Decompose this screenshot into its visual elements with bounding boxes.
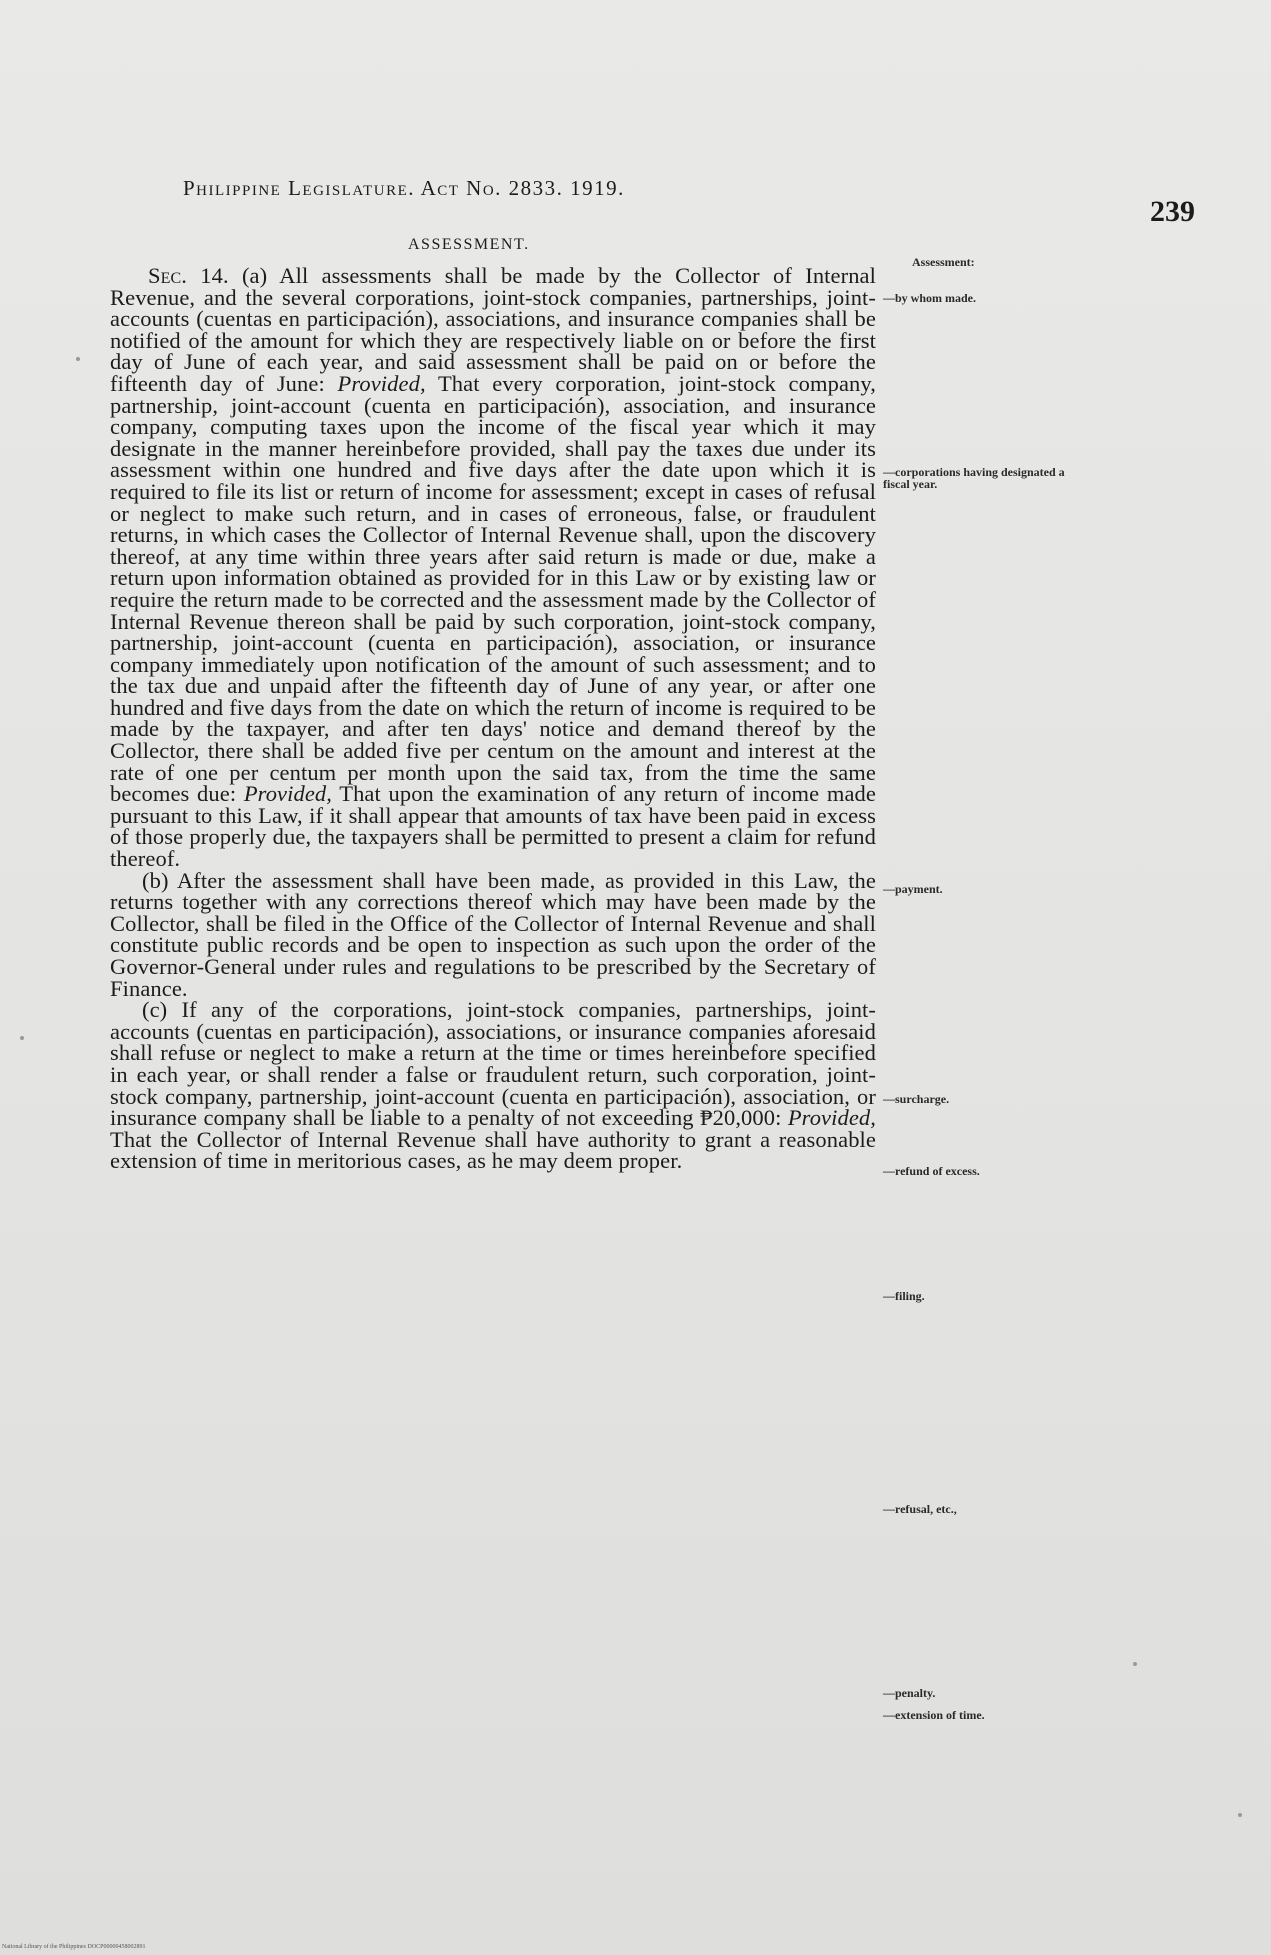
- margin-note-payment: —payment.: [883, 882, 943, 896]
- body-text: [110, 265, 876, 1172]
- margin-note-surcharge: —surcharge.: [883, 1092, 950, 1106]
- paragraph-c-part-2: That the Collector of Internal Revenue shall have authority to grant a reasonable extension of time in meritorious cases, as he may deem proper.: [110, 1126, 876, 1174]
- section-heading: ASSESSMENT.: [408, 236, 530, 253]
- margin-note-refund: —refund of excess.: [883, 1164, 980, 1178]
- margin-note-fiscal-year: —corporations having designated a fiscal year.: [883, 465, 1065, 491]
- paragraph-b: (b) After the assessment shall have been made, as provided in this Law, the returns together with any corrections thereof which may have been made by the Collector, shall be filed in the Office of the Collector of Internal Revenue and shall constitute public records and be open to inspection as such upon the order of the Governor-General under rules and regulations to be prescribed by the Secretary of Finance.: [110, 867, 876, 1001]
- paragraph-a-part-3: That upon the examination of any return of income made pursuant to this Law, if it shall appear that amounts of tax have been paid in excess of those properly due, the taxpayers shall be permitted to present a claim for refund thereof.: [110, 781, 876, 872]
- margin-note-extension: —extension of time.: [883, 1708, 985, 1722]
- paragraph-c-part-1: (c) If any of the corporations, joint-stock companies, partnerships, joint-accounts (cuentas en participación), associations, or insurance companies aforesaid shall refuse or neglect to make a return at the time or times hereinbefore specified in each year, or shall render a false or fraudulent return, such corporation, joint-stock company, partnership, joint-account (cuenta en participación), association, or insurance company shall be liable to a penalty of not exceeding ₱20,000:: [110, 997, 876, 1131]
- margin-note-by-whom: —by whom made.: [883, 291, 977, 305]
- margin-note-penalty: —penalty.: [883, 1686, 936, 1700]
- footer-imprint: National Library of the Philippines DOCP00000458002891: [2, 1944, 146, 1950]
- paragraph-a-part-1: 14. (a) All assessments shall be made by the Collector of Internal Revenue, and the several corporations, joint-stock companies, partnerships, joint-accounts (cuentas en participación), associations, and insurance companies shall be notified of the amount for which they are respectively liable on or before the first day of June of each year, and said assessment shall be paid on or before the fifteenth day of June:: [110, 263, 876, 396]
- paper-speck: [1238, 1813, 1242, 1817]
- proviso-2: Provided,: [243, 781, 332, 807]
- paragraph-a: [110, 265, 876, 870]
- proviso-1: Provided,: [337, 370, 426, 396]
- paragraph-c: [110, 999, 876, 1172]
- margin-note-filing: —filing.: [883, 1289, 925, 1303]
- proviso-3: Provided,: [787, 1105, 876, 1131]
- margin-note-refusal: —refusal, etc.,: [883, 1502, 957, 1516]
- paragraph-a-part-2: That every corporation, joint-stock company, partnership, joint-account (cuenta en participación), association, and insurance company, computing taxes upon the income of the fiscal year which it may designate in the manner hereinbefore provided, shall pay the taxes due under its assessment within one hundred and five days after the date upon which it is required to file its list or return of income for assessment; except in cases of refusal or neglect to make such return, and in cases of erroneous, false, or fraudulent returns, in which cases the Collector of Internal Revenue shall, upon the discovery thereof, at any time within three years after said return is made or due, make a return upon information obtained as provided for in this Law or by existing law or require the return made to be corrected and the assessment made by the Collector of Internal Revenue thereon shall be paid by such corporation, joint-stock company, partnership, joint-account (cuenta en participación), association, or insurance company immediately upon notification of the amount of such assessment; and to the tax due and unpaid after the fifteenth day of June of any year, or after one hundred and five days from the date on which the return of income is required to be made by the taxpayer, and after ten days' notice and demand thereof by the Collector, there shall be added five per centum on the amount and interest at the rate of one per centum per month upon the said tax, from the time the same becomes due:: [110, 370, 876, 807]
- section-label: Sec.: [148, 263, 187, 288]
- paper-speck: [20, 1036, 24, 1040]
- paper-speck: [1133, 1662, 1137, 1666]
- running-head: Philippine Legislature. Act No. 2833. 1919.: [183, 176, 625, 200]
- margin-note-assessment: Assessment:: [912, 255, 975, 269]
- paper-speck: [76, 357, 80, 361]
- page-number: 239: [1150, 195, 1195, 228]
